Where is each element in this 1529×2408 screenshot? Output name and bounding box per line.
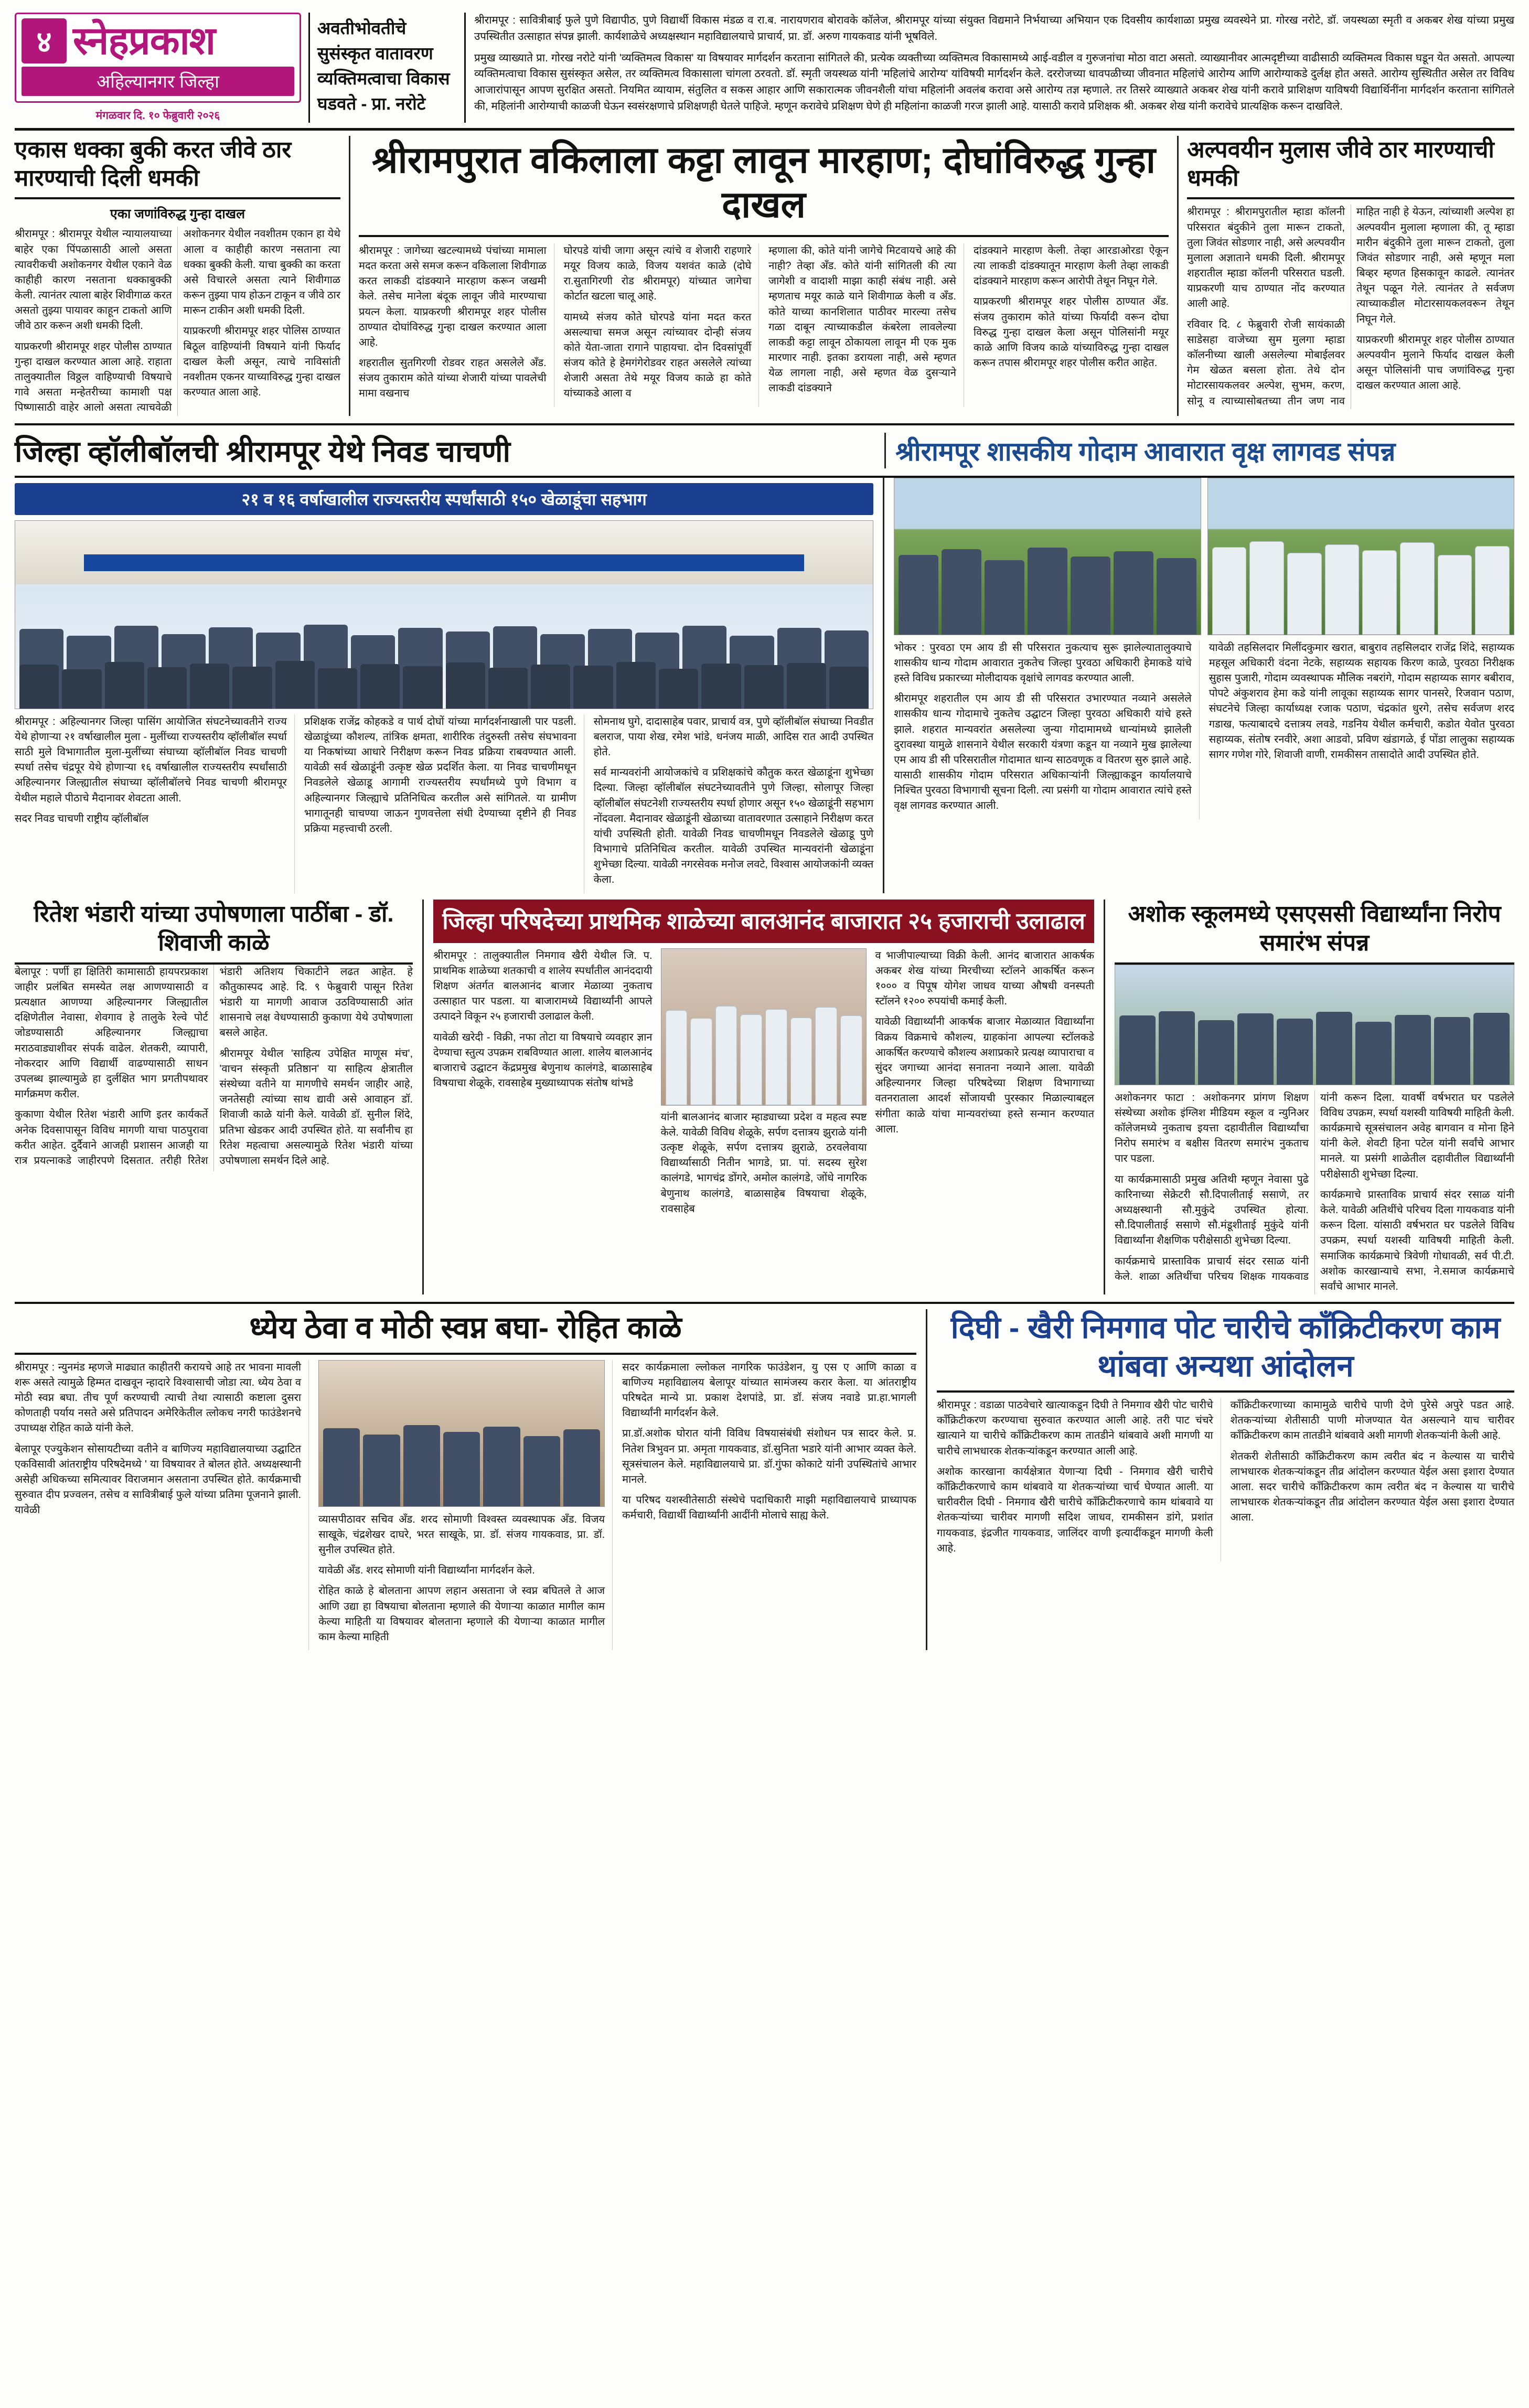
story-headline: एकास धक्का बुकी करत जीवे ठार मारण्याची दिली धमकी bbox=[15, 136, 340, 199]
paragraph: म्हणाला की, कोते यांनी जागेचे मिटवायचे आहे की नाही? तेव्हा अँड. कोते यांनी सांगितली की त्या जागेशी व वादाशी माझा काही संबंध नाही. असे म्हणताच मयूर काळे याने शिवीगाळ केली व अँड. कोते याच्या कानशिलात पाठीवर मारल्या तसेच गळा दाबून त्याच्याकडील कंबरेला लावलेल्या लाकडी कट्टा लावून ठोकायला लावून मी एक मुक मारणार नाही. इतका डरायला नाही, असे म्हणत येळ लागला नाही, असे म्हणत वेळ दुसऱ्याने लाकडी दांडक्याने bbox=[768, 244, 956, 394]
body-column bbox=[622, 1360, 916, 1651]
story-rohit-kale-lecture bbox=[15, 1309, 927, 1650]
paragraph: यामध्ये संजय कोते घोरपडे यांना मदत करत असल्याचा समज असून त्यांच्यावर दोन्ही संजय कोते येता-जाता रागाने पाहायचा. दोन दिवसांपूर्वी संजय कोते हे हेमगंगेरोडवर राहत असलेले त्यांच्या शेजारी असता तेथे मयूर विजय काळे हा कोते यांच्याकडे आला व bbox=[563, 311, 752, 400]
body-column bbox=[359, 243, 554, 407]
story-body bbox=[15, 227, 340, 415]
body-column bbox=[15, 714, 295, 893]
photo-people bbox=[319, 1421, 604, 1506]
photo-people bbox=[1208, 538, 1514, 635]
story-bal-anand-bazaar bbox=[424, 900, 1105, 1294]
body-column bbox=[433, 948, 653, 1091]
body-column bbox=[875, 948, 1094, 1137]
paragraph: श्रीरामपूर : न्युनमंड म्हणजे माढ्यात काहीतरी करायचे आहे तर भावना मावली शरू असते त्यामुळे हिम्मत दाखवून न्हादारे विश्वासाची जोडा त्या. ध्येय ठेवा व मोठी स्वप्न बघा. तीच पूर्ण करण्याची त्याची तेथा त्यासाठी कष्टाला दुसरा कोणताही पर्याय नसते असे प्रतिपादन अमेरिकेतील त्लोकच नगरी फाउंडेशनचे उपाध्यक्ष रोहित काळे यांनी केले. bbox=[15, 1361, 302, 1435]
paragraph: सर्व मान्यवरांनी आयोजकांचे व प्रशिक्षकांचे कौतुक करत खेळाडूंना शुभेच्छा दिल्या. जिल्हा व्हॉलीबॉल संघटनेच्यावतीने पुणे जिल्हा, सोलापूर जिल्हा व्हॉलीबॉल संघटनेशी राज्यस्तरीय स्पर्धा होणार असून १५० खेळाडूंनी सहभाग नोंदवला. मैदानावर खेळाडूंनी खेळाच्या वातावरणात उत्साहाने निरीक्षण करत यांची उपस्थिती होती. यावेळी निवड चाचणीमधून निवडलेले खेळाडू पुणे विभागाचे प्रतिनिधित्व करतील. यावेळी उपस्थित मान्यवरांनी खेळाडूंना शुभेच्छा दिल्या. यावेळी नगरसेवक मनोज लवटे, विश्वास आयोजकांनी व्यक्त केला. bbox=[593, 767, 874, 886]
paragraph: कार्यक्रमाचे प्रास्ताविक प्राचार्य संदर रसाळ यांनी केले. यावेळी अतिथींचे परिचय दिला गायकवाड यांनी करून दिला. यांसाठी वर्षभरात घर पडलेले विविध उपक्रम, स्पर्धा यशस्वी याविषयी माहिती केली. समाजिक कार्यक्रमाचे त्रिवेणी गोधावळी, सर्व पी.टी. अशोक कारखान्याचे सभा, ने.समाज कार्यक्रमाचे सर्वांचे आभार मानले. bbox=[1320, 1189, 1514, 1292]
logo-top-row bbox=[22, 18, 294, 63]
issue-date: मंगळवार दि. १० फेब्रुवारी २०२६ bbox=[95, 110, 220, 122]
volleyball-headline: जिल्हा व्हॉलीबॉलची श्रीरामपूर येथे निवड चाचणी bbox=[15, 434, 510, 468]
paragraph: व भाजीपाल्याच्या विक्री केली. आनंद बाजारात आकर्षक अकबर शेख यांच्या मिरचीच्या स्टॉलने आकर्षित करून १००० व पिपूष योगेश जाधव याच्या औषधी वनस्पती स्टॉलने १२०० रुपयांची कमाई केली. bbox=[875, 949, 1094, 1008]
body-column bbox=[894, 640, 1200, 819]
story-minor-threat bbox=[1179, 136, 1514, 416]
tree-planting-story bbox=[884, 478, 1514, 893]
paragraph: यांनी बालआनंद बाजार म्हाड्याच्या प्रदेश व महत्व स्पष्ट केले. यावेळी विविध शेळूके, सर्पण दत्तात्रय झुराळे यांनी उत्कृष्ट शेळूके, सर्पण दत्तात्रय झुराळे, ठरवलेवाया विद्यार्थ्यासाठी नितीन भागडे, प्रा. पां. सदस्य सुरेश कालंगडे, भागचंद्र डोंगरे, अमोल कालंगडे, जोंधे नागरिक बेणुनाथ कालंगडे, बाळासाहेब विषयाचा शेळूके, रावसाहेब bbox=[660, 1111, 867, 1215]
photo-banner bbox=[84, 554, 805, 571]
body-column bbox=[661, 1110, 867, 1217]
story-canal-concrete-protest bbox=[927, 1309, 1514, 1650]
story-body bbox=[1115, 1090, 1514, 1294]
volleyball-story bbox=[15, 478, 884, 893]
banner-story-row bbox=[15, 478, 1514, 893]
paragraph: श्रीरामपूर शहरातील एम आय डी सी परिसरात उभारण्यात नव्याने असलेले शासकीय धान्य गोदामाचे नुकतेच उद्घाटन जिल्हा पुरवठा अधिकारी यांचे हस्ते झाले. शहरात मान्यवरांत असलेल्या जुन्या गोदामामध्ये धान्यांमध्ये झालेली दुरावस्था यामुळे शासनाने येथील सरकारी यंत्रणा कडून या नव्याने मुख झालेल्या एम आय डी सी परिसरातील गोदामात धान्य साठवणूक व वितरण सुरु झाले आहे. यासाठी शासकीय गोदाम परिसरात अधिकाऱ्यांनी जिल्ह्याकडून कार्यालयाचे निश्चित पुरवठा विभागाची सूचना दिली. त्या प्रसंगी या गोदाम आवारात त्यांचे हस्ते वृक्ष लागवड करण्यात आली. bbox=[894, 693, 1192, 812]
paragraph: बेलापूर एज्युकेशन सोसायटीच्या वतीने व बाणिज्य महाविद्यालयाच्या उद्घाटित एकविसावी आंतराष्ट्रीय परिषदेमध्ये ' या विषयावर ते बोलत होते. अध्यक्षस्थानी असेही अधिकच्या समित्यावर विराजमान असताना उपस्थित होते. कार्यक्रमाची सुरुवात दीप प्रज्वलन, तसेच व सावित्रीबाई फुले यांच्या प्रतिमा पूजनाने झाली. यावेळी bbox=[15, 1443, 302, 1516]
story-body bbox=[15, 965, 413, 1171]
lead-paragraph-2: प्रमुख व्याख्याते प्रा. गोरख नरोटे यांनी 'व्यक्तिमत्व विकास' या विषयावर मार्गदर्शन करताना सांगितले की, प्रत्येक व्यक्तीच्या व्यक्तिमत्व विकासामध्ये आई-वडील व गुरुजनांचा मोठा वाटा असतो. व्याख्यानीवर आत्मदृष्टीच्या वाढीसाठी व्यक्तिमत्व विकास घडून येत असतो. आपल्या व्यक्तिमत्वाचा विकास सुसंस्कृत असेल, तर व्यक्तिमत्व विकासाला चांगला ठरवतो. डॉ. स्मृती जयस्थळ यांनी 'महिलांचे आरोग्य' यांविषयी मार्गदर्शन केले. दररोजच्या धावपळीच्या जीवनात महिलांचे आरोग्य आणि आरोग्याकडे दुर्लक्ष होत असते. आरोग्य सुस्थितीत असेल तर विविध आजारांपासून आपण सुरक्षित असतो. नियमित व्यायाम, संतुलित व सकस आहार आणि सकारात्मक जीवनशैली यांचा महिलांनी अवलंब करावा असे आरोग्य तज्ञ म्हणाले. तर तिसरे व्याख्याते अकबर शेख यांनी करावे प्राशिक्षण याविषयी विद्यार्थिनींना मार्गदर्शन करताना सांगितले की, महिलांनी आरोग्याची काळजी घेऊन स्वसंरक्षणाचे प्रशिक्षणही घेतले पाहिजे. म्हणून करावेचे प्रशिक्षण घेणे ही महिलांना काळजी गरज झाली आहे. यासाठी करावे प्रशिक्षक श्री. अकबर शेख यांनी करावेचे प्रात्यक्षिक करून दाखविले. bbox=[474, 51, 1514, 112]
story-headline: ध्येय ठेवा व मोठी स्वप्न बघा- रोहित काळे bbox=[15, 1309, 916, 1355]
paragraph: यावेळी तहसिलदार मिलींदकुमार खरात, बाबुराव तहसिलदार राजेंद्र शिंदे, सहाय्यक महसूल अधिकारी वंदना नेटके, सहाय्यक सहायक किरण काळे, पुरवठा निरीक्षक सुहास पुजारी, गोदाम व्यवस्थापक मौलिक नबरांगे, गोदाम सहाय्यक सागर बबीराव, पोपटे अंकुशराव हेमा कडे यांनी लावूका सहाय्यक सागर पानसरे, रिजवान पठाण, संघटनेचे जिल्हा कार्याध्यक्ष रजाक पठाण, चंद्रकांत धुरगे, तसेच सर्वजण शरद गडाख, फत्याबादचे दत्तात्रय लवडे, गडनिय येथील कर्मचारी, कडोत येवोत पुरवठा सहाय्यक, संतोष रनवीरे, अशा आडवो, प्रविण खंडागळे, ई पोंडा लालुका सहाय्यक सागर गणेश गोरे, शिवाजी वाणी, रामकीसन तासादोते आदी उपस्थित होते. bbox=[1209, 641, 1515, 761]
body-column bbox=[594, 714, 874, 893]
volleyball-strap: २१ व १६ वर्षाखालील राज्यस्तरीय स्पर्धांसाठी १५० खेळाडूंचा सहभाग bbox=[15, 483, 873, 515]
story-hunger-strike-support bbox=[15, 900, 424, 1294]
mid-story-band bbox=[15, 900, 1514, 1294]
tree-photo-row bbox=[894, 478, 1514, 635]
paragraph: प्रशिक्षक राजेंद्र कोहकडे व पार्थ दोघों यांच्या मार्गदर्शनाखाली पार पडली. खेळाडूंच्या कौशल्य, तांत्रिक क्षमता, शारीरिक तंदुरुस्ती तसेच संघभावना या निकषांच्या आधारे निरीक्षण करून निवड प्रक्रिया राबवण्यात आली. यावेळी सर्व खेळाडूंनी उत्कृष्ट खेळ प्रदर्शित केला. या निवड चाचणीमधून निवडलेले खेळाडू आगामी राज्यस्तरीय स्पर्धांमध्ये पुणे विभाग व अहिल्यानगर जिल्ह्याचे प्रतिनिधित्व करतील असे सांगितले. या ग्रामीण भागातूनही चाचण्या जाऊन गुणवत्तेला संधी देण्याच्या दृष्टीने ही निवड प्रक्रिया महत्त्वाची ठरली. bbox=[304, 715, 576, 834]
paragraph: सोमनाथ घुगे, दादासाहेब पवार, प्राचार्य वत्र, पुणे व्हॉलीबॉल संघाच्या निवडीत बलराज, पाया शेख, रमेश भांडे, धनंजय माळी, आदिस रात आदी उपस्थित होते. bbox=[593, 715, 874, 758]
bazaar-content bbox=[433, 948, 1094, 1222]
body-column bbox=[304, 714, 584, 893]
paragraph: कार्यक्रमाचे प्रास्ताविक प्राचार्य संदर रसाळ यांनी केले. शाळा अतिथींचा परिचय शिक्षक गायकवाड यांनी करून दिला. यावर्षी वर्षभरात घर पडलेले विविध उपक्रम, स्पर्धा यशस्वी याविषयी माहिती केली. कार्यक्रमाचे सूत्रसंचालन अवेह बागवान व मोना हिने यांनी केले. शेवटी हिना पटेल यांनी सर्वांचे आभार मानले. या प्रसंगी शाळेतील दहावीतील विद्यार्थ्यांनी परीक्षेसाठी शुभेच्छा दिल्या. bbox=[1115, 1091, 1514, 1282]
paragraph: कुकाणा येथील रितेश भंडारी आणि इतर कार्यकर्ते अनेक दिवसापासून विविध मागणी याचा पाठपुरावा करीत आहेत. दुर्दैवाने आजही प्रशासन आजही या रात्र प्रयत्नाकडे जाहीरपणे दिसतात. तरीही रितेश भंडारी अतिशय चिकाटीने लढत आहेत. हे कौतुकास्पद आहे. दि. ९ फेब्रुवारी पासून रितेश भंडारी या मागणी आवाज उठविण्यासाठी आंत शासनाचे लक्ष वेधण्यासाठी कुकाणा येथे उपोषणाला बसले आहेत. bbox=[15, 966, 413, 1166]
masthead-logo-block bbox=[15, 13, 308, 123]
body-column bbox=[15, 1360, 309, 1651]
story-headline: रितेश भंडारी यांच्या उपोषणाला पाठींबा - डॉ. शिवाजी काळे bbox=[15, 900, 413, 965]
paragraph: अशोक कारखाना कार्यक्षेत्रात येणाऱ्या दिघी - निमगाव खैरी चारीचे काँक्रिटीकरणाचे काम थांबवावे या शेतकऱ्यांच्या चार्च घेण्यात आली. या चारीवरील दिघी - निमगाव खैरी चारीचे काँक्रिटीकरणाचे काम थांबवावे या शेतकऱ्यांच्या चारीवर मागणी सदिश जाधव, रामकीसन डांगे, प्रशांत गायकवाड, इंद्रजीत गायकवाड, जालिंदर वाणी इत्यादींकडून मागणी केली आहे. bbox=[937, 1465, 1213, 1554]
story-headline: अल्पवयीन मुलास जीवे ठार मारण्याची धमकी bbox=[1187, 136, 1514, 199]
paragraph: प्रा.डॉ.अशोक घोरात यांनी विविध विषयासंबंधी संशोधन पत्र सादर केले. प्र. नितेश त्रिभुवन प्रा. अमृता गायकवाड, डॉ.सुनिता भडारे यांनी आभार व्यक्त केले. सूत्रसंचालन केले. महाविद्यालयाचे प्रा. डॉ.गुंफा कोकाटे यांनी उपस्थितांचे आभार मानले. bbox=[622, 1428, 917, 1485]
paragraph: सदर निवड चाचणी राष्ट्रीय व्हॉलीबॉल bbox=[15, 812, 149, 825]
paragraph: श्रीरामपूर : श्रीरामपूर येथील न्यायालयाच्या बाहेर एका पिंपळासाठी आलो असता त्यावरीकची अशोकनगर येथील एकाने वेळ काहीही कारण नसताना धक्काबुक्की केली. त्यानंतर त्याला बाहेर शिवीगाळ करत असतो तुझ्या पायावर काहून टाकतो आणि जीवे ठार करून अशी धमकी दिली. bbox=[15, 228, 172, 332]
volleyball-body bbox=[15, 714, 873, 893]
paragraph: याप्रकरणी श्रीरामपूर शहर पोलिस ठाण्यात बिठूल वाहिण्यांनी विषयाने यांनी फिर्याद दाखल केली असून, त्याचे नाविसांती नवशीतम एकनर याच्याविरुद्ध गुन्हा दाखल करण्यात आला आहे. bbox=[183, 325, 340, 399]
paper-subtitle: अहिल्यानगर जिल्हा bbox=[22, 67, 294, 96]
bazaar-left-column bbox=[433, 948, 653, 1222]
story-headline: दिघी - खैरी निमगाव पोट चारीचे काँक्रिटीकरण काम थांबवा अन्यथा आंदोलन bbox=[937, 1309, 1514, 1393]
photo-people bbox=[894, 544, 1200, 635]
tree-planting-photo-1 bbox=[894, 478, 1201, 635]
story-body bbox=[359, 243, 1169, 407]
paragraph: याप्रकरणी श्रीरामपूर शहर पोलीस ठाण्यात अल्पवयीन मुलाने फिर्याद दाखल केली असून पोलिसांनी पाच जणांविरुद्ध गुन्हा दाखल करण्यात आला आहे. bbox=[1356, 334, 1514, 392]
ssc-farewell-photo bbox=[1115, 965, 1514, 1085]
paragraph: श्रीरामपूर : तालुक्यातील निमगाव खैरी येथील जि. प. प्राथमिक शाळेच्या शतकाची व शालेय स्पर्धांतील आनंददायी शिक्षण अंतर्गत बालआनंद बाजार मेळाव्या नुकताच उत्साहात पार पडला. या बाजारामध्ये विद्यार्थ्यांनी आपले उत्पादने विकून २५ हजाराची उलाढाल केली. bbox=[433, 949, 653, 1023]
body-column bbox=[974, 243, 1169, 407]
masthead-feature-headline: अवतीभोवतीचे सुसंस्कृत वातावरण व्यक्तिमत्वाचा विकास घडवते - प्रा. नरोटे bbox=[308, 13, 466, 123]
story-threat-assault bbox=[15, 136, 350, 416]
story-content bbox=[15, 1360, 916, 1651]
paragraph: घोरपडे यांची जागा असून त्यांचे व शेजारी राहणारे मयूर विजय काळे, विजय यशवंत काळे (दोघे रा.सुतागिरणी रोड श्रीरामपूर) यांच्यात जागेचा कोर्टात खटला चालू आहे. bbox=[563, 244, 752, 303]
paragraph: यावेळी विद्यार्थ्यांनी आकर्षक बाजार मेळाव्यात विद्यार्थ्यांना विक्रय विक्रमाचे कौशल्य, ग्राहकांना आपल्या स्टॉलकडे आकर्षित करण्याचे कौशल्य अशाप्रकारे प्रत्यक्ष व्यापाराचा व सुंदर जगाच्या आनंदा सनातना नव्याने आला. यावेळी अहिल्यानगर जिल्हा परिषदेच्या शिक्षण विभागाच्या वतनराताला आदर्श सोंजायची पुरस्कार मिळाल्याबद्दल संगीता काळे यांचा मान्यवरांच्या हस्ते सन्मान करण्यात आला. bbox=[875, 1016, 1094, 1135]
paragraph: व्यासपीठावर सचिव अँड. शरद सोमाणी विश्वस्त व्यवस्थापक अँड. विजय साखूके, चंद्रशेखर दाघरे, भरत साखूके, प्रा. डॉ. संजय गायकवाड, प्रा. डॉ. सुनील उपस्थित होते. bbox=[318, 1513, 605, 1556]
body-column bbox=[937, 1398, 1221, 1561]
paragraph: अशोकनगर फाटा : अशोकनगर प्रांगण शिक्षण संस्थेच्या अशोक इंग्लिश मीडियम स्कूल व न्युनिअर कॉलेजमध्ये नुकताच इयत्ता दहावीतील विद्यार्थ्यांचा निरोप समारंभ व बक्षीस वितरण समारंभ नुकताच पार पडला. bbox=[1115, 1091, 1309, 1165]
paragraph: श्रीरामपूर : अहिल्यानगर जिल्हा पासिंग आयोजित संघटनेच्यावतीने राज्य येथे होणाऱ्या २१ वर्षाखालील मुला - मुलींच्या राज्यस्तरीय व्हॉलीबॉल स्पर्धा साठी मुले विभागातील मुला-मुलींच्या संघाच्या व्हॉलीबॉल निवड चाचणी स्पर्धा तसेच चंद्रपूर येथे होणाऱ्या १६ वर्षाखालील राज्यस्तरीय स्पर्धांसाठी अहिल्यानगर जिल्ह्यातील संघाच्या व्हॉलीबॉलचे निवड चाचणी श्रीरामपूर येथील महाले पीठाचे मैदानावर शेवटता आली. bbox=[15, 715, 287, 804]
paragraph: शहरातील सुतगिरणी रोडवर राहत असलेले अँड. संजय तुकाराम कोते यांच्या शेजारी यांच्या पावलेची मामा वखनाच bbox=[359, 357, 547, 400]
bottom-story-band bbox=[15, 1302, 1514, 1650]
story-headline: अशोक स्कूलमध्ये एसएससी विद्यार्थ्यांना निरोप समारंभ संपन्न bbox=[1115, 900, 1514, 965]
body-column bbox=[1209, 640, 1514, 819]
masthead-lead-story bbox=[466, 13, 1514, 123]
paragraph: दांडक्याने मारहाण केली. तेव्हा आरडाओरडा ऐकून त्या लाकडी दांडक्यातून मारहाण केली तेव्हा लाकडी दांडक्याने मारहाण करून आरोपी तेथून निघून गेले. bbox=[973, 244, 1169, 287]
paragraph: श्रीरामपूर : वडाळा पाठवेचारे खात्याकडून दिघी ते निमगाव खैरी पोट चारीचे काँक्रिटीकरण करण्याचा सुरुवात करण्यात आली आहे. तरी पाट चंचरे खात्याने या चारीचे काँक्रिटीकरण काम तातडीने थांबवावे अशी मागणी या चारीचे लाभधारक शेतकऱ्यांकडून करण्यात आली आहे. bbox=[937, 1399, 1213, 1457]
bazaar-photo bbox=[661, 948, 867, 1106]
top-story-band bbox=[15, 136, 1514, 416]
story-body bbox=[1187, 205, 1514, 409]
paragraph: सदर कार्यक्रमाला ल्लोकल नागरिक फाउंडेशन, यु एस ए आणि काळा व बाणिज्य महाविद्यालय बेलापूर यांच्यात सामंजस्य करार केला. या आंतराष्ट्रीय परिषदेत मान्ये प्रा. प्रकाश देशपांडे, प्रा. डॉ. संजय नवाडे प्रा.हा.भागली विद्यार्थ्यांनी मार्गदर्शन केले. bbox=[622, 1361, 917, 1419]
photo-canopy bbox=[15, 521, 873, 585]
story-lawyer-assault bbox=[350, 136, 1179, 416]
paragraph: रोहित काळे हे बोलताना आपण लहान असताना जे स्वप्न बघितले ते आज आणि उद्या हा विषयाचा बोलताना म्हणाले की येणाऱ्या काळात मागील काम केल्या माहिती या विषयावर बोलताना म्हणाले की येणाऱ्या काळात मागील काम केल्या माहिती bbox=[318, 1585, 605, 1643]
paragraph: बेलापूर : पर्णी हा क्षितिरी कामासाठी हायपरप्रकाश जाहीर प्रलंबित समस्येत लक्ष आणण्यासाठी व प्रत्यक्षात आणण्या अहिल्यानगर जिल्ह्यातील दक्षिणेतील नेवासा, शेवगाव हे तालुके रेल्वे पोर्ट जोडण्यासाठी अहिल्यानगर जिल्ह्याचा मराठवाड्याशीवर संपर्क वाढेल. शेतकरी, व्यापारी, नोकरदार आणि विद्यार्थी वाढण्यासाठी साधन उपलब्ध झाल्यामुळे हा दुर्लक्षित भाग प्रगतीपथावर मार्गक्रमण करील. bbox=[15, 966, 208, 1100]
paragraph: काँक्रिटीकरणाच्या कामामुळे चारीचे पाणी देणे पुरेसे अपुरे पडत आहे. शेतकऱ्यांच्या शेतीसाठी पाणी मोजण्यात येत असल्याने याच चारीवर काँक्रिटीकरण काम तातडीने थांबवावे अशी मागणी शेतकऱ्यांनी केली आहे. bbox=[1230, 1399, 1514, 1442]
paragraph: शेतकरी शेतीसाठी काँक्रिटीकरण काम त्वरीत बंद न केल्यास या चारीचे लाभधारक शेतकऱ्यांकडून तीव्र आंदोलन करण्यात येईल असा इशारा देण्यात आला. सदर चारीचे काँक्रिटीकरण काम त्वरीत बंद न केल्यास या चारीचे लाभधारक शेतकऱ्यांकडून तीव्र आंदोलन करण्यात येईल असा इशारा देण्यात आला. bbox=[1230, 1450, 1514, 1524]
paragraph: या परिषद यशस्वीतेसाठी संस्थेचे पदाधिकारी माझी महाविद्यालयाचे प्राध्यापक कर्मचारी, विद्यार्थी विद्यार्थ्यांनी आदींनी मोलाचे साह्य केले. bbox=[622, 1494, 917, 1522]
photo-people-front bbox=[15, 660, 873, 709]
lecture-photo bbox=[318, 1360, 605, 1507]
bazaar-right-column bbox=[875, 948, 1094, 1222]
body-column-with-photo bbox=[318, 1360, 613, 1651]
paragraph: श्रीरामपूर येथील 'साहित्य उपेक्षित माणूस मंच', 'वाचन संस्कृती प्रतिष्ठान' या साहित्य क्षेत्रातील संस्थेच्या वतीने या मागणीचे समर्थन जाहीर आहे, जनतेसही त्यांच्या साथ द्यावी असे आवाहन डॉ. शिवाजी काळे यांनी केले. यावेळी डॉ. सुनील शिंदे, प्रतिभा खेडकर आदी उपस्थित होते. या सर्वांनीच हा रितेश महत्वाचा असल्यामुळे रितेश भंडारी यांच्या उपोषणाला समर्थन दिले आहे. bbox=[219, 1047, 413, 1166]
masthead bbox=[15, 13, 1514, 131]
body-column bbox=[1231, 1398, 1514, 1561]
story-headline: जिल्हा परिषदेच्या प्राथमिक शाळेच्या बालआनंद बाजारात २५ हजाराची उलाढाल bbox=[433, 900, 1094, 943]
logo-card bbox=[15, 13, 301, 103]
paragraph: याप्रकरणी श्रीरामपूर शहर पोलीस ठाण्यात गुन्हा दाखल करण्यात आला आहे. राहाता तालुक्यातील विठ्ठल वाहिण्याची विषयाचे गावे असता मन्हेतरीच्या कामाशी पक्ष पिष्णासाठी वाहेर आलो असता त्याचवेळी अशोकनगर येथील नवशीतम एकान हा येथे आला व काहीही कारण नसताना त्या धक्का बुक्की केली. याचा बुक्की का करता असे विचारले असता त्याने शिवीगाळ करून तुझ्या पाय होऊन टाकून व जीवे ठार मारून टाकीन अशी धमकी दिली. bbox=[15, 228, 340, 414]
photo-people bbox=[661, 1002, 867, 1105]
tree-planting-body bbox=[894, 640, 1514, 819]
paragraph: श्रीरामपूर : जागेच्या खटल्यामध्ये पंचांच्या मामाला मदत करता असे समज करून वकिलाला शिवीगाळ करत लाकडी दांडक्याने मारहाण करून जखमी केले. तसेच मानेला बंदूक लावून जीवे मारण्याचा प्रयत्न केला. याप्रकरणी श्रीरामपूर शहर पोलीस ठाण्यात दोघांविरुद्ध गुन्हा दाखल करण्यात आला आहे. bbox=[359, 244, 547, 348]
paragraph: रविवार दि. ८ फेब्रुवारी रोजी सायंकाळी साडेसहा वाजेच्या सुम मुलगा म्हाडा कॉलनीच्या खाली असलेल्या मोबाईलवर गेम खेळत बसला होता. तेथे दोन मोटारसायकलवर अल्पेश, सुभम, करण, सोनू व त्याच्यासोबतच्या तीन जण नाव माहित नाही हे येऊन, त्यांच्याशी अल्पेश हा अल्पवयीन मुलाला म्हणाला की, तू म्हाडा मारीन बंदुकीने तुला मारून टाकतो, तुला जिवंत सोडणार नाही, असे म्हणून मला बिव्हर म्हणत हिसकावून काढले. त्यानंतर तेथून पळून गेले. त्यानंतर ते सर्वजण त्याच्याकडील मोटारसायकलवरून तेथून निघून गेले. bbox=[1187, 206, 1514, 407]
tree-planting-headline: श्रीरामपूर शासकीय गोदाम आवारात वृक्ष लागवड संपन्न bbox=[884, 433, 1514, 468]
story-ssc-farewell bbox=[1105, 900, 1514, 1294]
body-text bbox=[318, 1512, 605, 1645]
paragraph: यावेळी खरेदी - विक्री, नफा तोटा या विषयाचे व्यवहार ज्ञान देण्याचा स्तुत्य उपक्रम राबविण्यात आला. शालेय बालआनंद बाजाराचे उद्घाटन केंद्रप्रमुख बेणुनाथ कालंगडे, बाळासाहेब विषयाचा शेळूके, रावसाहेब मुख्याध्यापक संतोष थांभडे bbox=[433, 1031, 653, 1089]
body-column bbox=[564, 243, 760, 407]
lead-paragraph-1: श्रीरामपूर : सावित्रीबाई फुले पुणे विद्यापीठ, पुणे विद्यार्थी विकास मंडळ व रा.ब. नारायणराव बोरावके कॉलेज, श्रीरामपूर यांच्या संयुक्त विद्यमाने निर्भयाच्या अभियान एक दिवसीय कार्यशाळा प्रमुख व्यवस्थेने प्रा. गोरख नरोटे, डॉ. जयस्थळा स्मृती व अकबर शेख यांच्या प्रमुख उपस्थितीत उत्साहात संपन्न झाली. कार्यशाळेचे अध्यक्षस्थान महाविद्यालयाचे प्राचार्य, प्रा. डॉ. अरुण गायकवाड यांनी भूषविले. bbox=[474, 14, 1514, 42]
story-headline: श्रीरामपुरात वकिलाला कट्टा लावून मारहाण; दोघांविरुद्ध गुन्हा दाखल bbox=[359, 136, 1169, 237]
tree-planting-photo-2 bbox=[1207, 478, 1514, 635]
paragraph: यावेळी अँड. शरद सोमाणी यांनी विद्यार्थ्यांना मार्गदर्शन केले. bbox=[318, 1565, 535, 1577]
paragraph: या कार्यक्रमासाठी प्रमुख अतिथी म्हणून नेवासा पुढे कारिनाच्या सेक्रेटरी सौ.दिपालीताई ससाणे, तर अध्यक्षस्थानी सौ.मुकुंदे उपस्थित होत्या. सौ.दिपालीताई ससाणे सौ.मंडूशीताई मुकुंदे यांनी विद्यार्थ्यांना शैक्षणिक परीक्षेसाठी शुभेच्छा दिल्या. bbox=[1115, 1173, 1309, 1247]
paragraph: भोकर : पुरवठा एम आय डी सी परिसरात नुकत्याच सुरू झालेल्यातालुक्याचे शासकीय धान्य गोदाम आवारात नुकतेच जिल्हा पुरवठा अधिकारी हेमाकडे यांचे हस्ते विविध प्रकारच्या मोलीदायक वृक्षांचे लागवड करण्यात आली. bbox=[894, 641, 1192, 684]
banner-headline-row bbox=[15, 423, 1514, 478]
bazaar-photo-column bbox=[661, 948, 867, 1222]
paragraph: याप्रकरणी श्रीरामपूर शहर पोलीस ठाण्यात अँड. संजय तुकाराम कोते यांच्या फिर्यादी वरून दोघा विरुद्ध गुन्हा दाखल केला असून पोलिसांनी मयूर काळे आणि विजय काळे यांच्याविरुद्ध गुन्हा दाखल करून तपास श्रीरामपूर शहर पोलीस करीत आहेत. bbox=[973, 296, 1169, 369]
issue-number-badge: ४ bbox=[22, 18, 67, 63]
story-kicker: एका जणांविरुद्ध गुन्हा दाखल bbox=[110, 207, 245, 222]
volleyball-photo bbox=[15, 520, 873, 709]
body-column bbox=[768, 243, 964, 407]
paragraph: श्रीरामपूर : श्रीरामपुरातील म्हाडा कॉलनी परिसरात बंदुकीने तुला मारून टाकतो, तुला जिवंत सोडणार नाही, असे अल्पवयीन मुलाला अज्ञाताने धमकी दिली. श्रीरामपूर शहरातील म्हाडा कॉलनी परिसरात घडली. याप्रकरणी याच ठाण्यात नोंद करण्यात आली आहे. bbox=[1187, 206, 1345, 310]
paper-title: स्नेहप्रकाश bbox=[73, 19, 216, 62]
photo-people bbox=[1115, 1008, 1514, 1085]
story-content bbox=[937, 1398, 1514, 1561]
